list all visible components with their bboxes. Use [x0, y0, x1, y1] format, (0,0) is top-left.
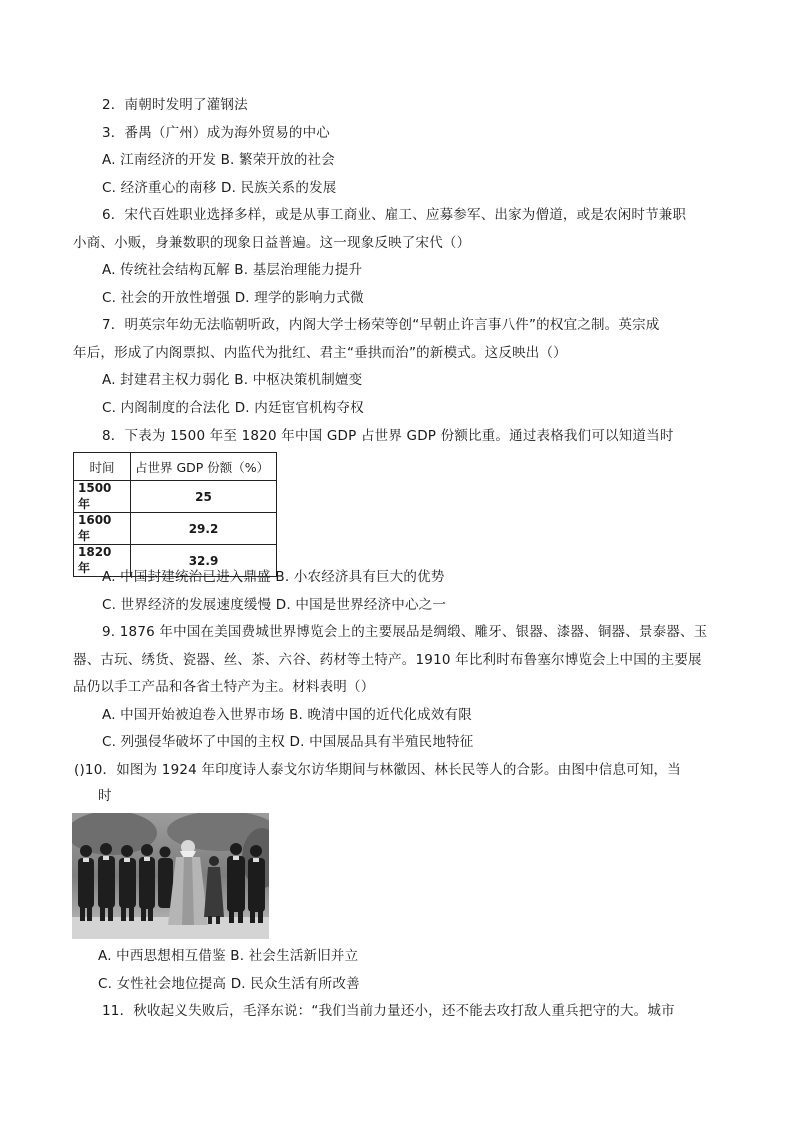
group-photo: [72, 813, 269, 939]
option-line: C. 列强侵华破坏了中国的主权 D. 中国展品具有半殖民地特征: [102, 734, 474, 750]
question-6: 6．宋代百姓职业选择多样，或是从事工商业、雇工、应募参军、出家为僧道，或是农闲时节兼职: [102, 207, 687, 223]
table-row: [74, 453, 277, 481]
question-10-cont: 时: [98, 788, 112, 804]
question-9: 9. 1876 年中国在美国费城世界博览会上的主要展品是绸缎、雕牙、银器、漆器、铜器、景泰器、玉: [102, 624, 708, 640]
option-line: A. 中国开始被迫卷入世界市场 B. 晚清中国的近代化成效有限: [102, 707, 472, 723]
gdp-share-table: [73, 452, 277, 577]
table-row: [74, 481, 277, 513]
line-q2: 2．南朝时发明了灌钢法: [102, 97, 248, 113]
table-cell-year: 1820 年: [74, 545, 131, 577]
question-6-cont: 小商、小贩，身兼数职的现象日益普遍。这一现象反映了宋代（）: [73, 235, 471, 251]
option-line: C. 内阁制度的合法化 D. 内廷宦官机构夺权: [102, 400, 364, 416]
question-8: 8．下表为 1500 年至 1820 年中国 GDP 占世界 GDP 份额比重。通过表格我们可以知道当时: [102, 428, 674, 444]
question-9-cont: 器、古玩、绣货、瓷器、丝、茶、六谷、药材等土特产。1910 年比利时布鲁塞尔博览会上中国的主要展: [73, 652, 702, 668]
line-q3: 3．番禺（广州）成为海外贸易的中心: [102, 125, 330, 141]
option-line: A. 传统社会结构瓦解 B. 基层治理能力提升: [102, 262, 363, 278]
table-cell-value: 29.2: [131, 513, 277, 545]
option-line: A. 中国封建统治已进入鼎盛 B. 小农经济具有巨大的优势: [102, 569, 445, 585]
group-photo-image: [72, 813, 269, 939]
question-11: 11．秋收起义失败后，毛泽东说：“我们当前力量还小，还不能去攻打敌人重兵把守的大。城市: [102, 1003, 675, 1019]
table-header-time: 时间: [74, 453, 131, 481]
option-line: A. 封建君主权力弱化 B. 中枢决策机制嬗变: [102, 372, 363, 388]
option-line: C. 社会的开放性增强 D. 理学的影响力式微: [102, 290, 364, 306]
table-row: [74, 513, 277, 545]
question-7-cont: 年后，形成了内阁票拟、内监代为批红、君主“垂拱而治”的新模式。这反映出（）: [73, 345, 567, 361]
table-cell-year: 1600 年: [74, 513, 131, 545]
option-line: A. 中西思想相互借鉴 B. 社会生活新旧并立: [98, 948, 359, 964]
table-cell-year: 1500 年: [74, 481, 131, 513]
table-cell-value: 32.9: [131, 545, 277, 577]
option-line: C. 女性社会地位提高 D. 民众生活有所改善: [98, 976, 360, 992]
question-7: 7．明英宗年幼无法临朝听政，内阁大学士杨荣等创“早朝止许言事八件”的权宜之制。英宗成: [102, 317, 660, 333]
option-line: C. 经济重心的南移 D. 民族关系的发展: [102, 180, 337, 196]
table-header-share: 占世界 GDP 份额（%）: [131, 453, 277, 481]
option-line: C. 世界经济的发展速度缓慢 D. 中国是世界经济中心之一: [102, 597, 447, 613]
question-10: ()10．如图为 1924 年印度诗人泰戈尔访华期间与林徽因、林长民等人的合影。由图中信息可知，当: [74, 762, 681, 778]
table-cell-value: 25: [131, 481, 277, 513]
option-line: A. 江南经济的开发 B. 繁荣开放的社会: [102, 152, 335, 168]
question-9-cont: 品仍以手工产品和各省土特产为主。材料表明（）: [73, 679, 375, 695]
